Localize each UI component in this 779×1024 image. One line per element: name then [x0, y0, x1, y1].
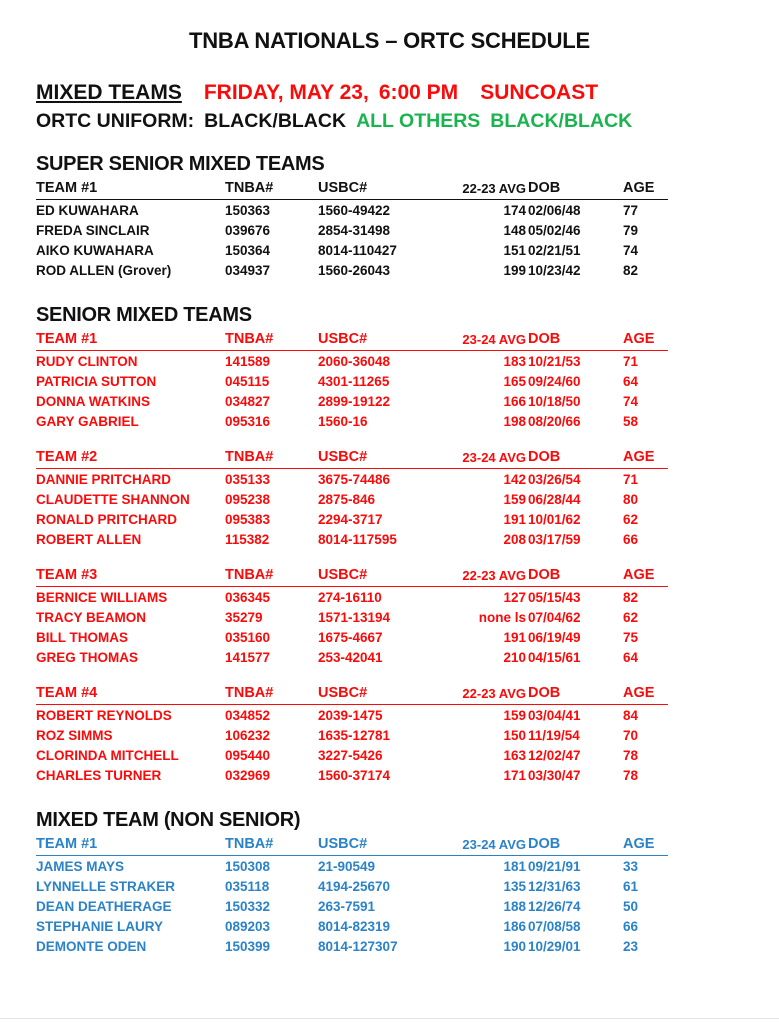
player-usbc: 1560-26043 — [318, 262, 391, 278]
dob-header: DOB — [528, 330, 623, 351]
all-others-label: ALL OTHERS — [356, 109, 481, 132]
avg-header: 22-23 AVG — [453, 684, 528, 705]
player-name: TRACY BEAMON — [36, 609, 147, 625]
player-dob: 09/24/60 — [528, 373, 581, 389]
player-age: 23 — [623, 938, 639, 954]
section-mixed-team-non-senior — [36, 809, 779, 956]
player-name: ROZ SIMMS — [36, 727, 113, 743]
dob-header: DOB — [528, 835, 623, 856]
event-venue: SUNCOAST — [480, 81, 599, 105]
table-row — [36, 896, 668, 916]
player-name: LYNNELLE STRAKER — [36, 878, 176, 894]
tnba-header: TNBA# — [225, 566, 318, 587]
player-dob: 10/21/53 — [528, 353, 581, 369]
usbc-header: USBC# — [318, 330, 453, 351]
player-age: 64 — [623, 649, 639, 665]
roster-header-row — [36, 566, 668, 587]
tnba-header: TNBA# — [225, 835, 318, 856]
team-header: TEAM #1 — [36, 179, 225, 200]
player-avg: 171 — [503, 767, 526, 783]
roster-table — [36, 835, 668, 956]
player-avg: 151 — [503, 242, 526, 258]
usbc-header: USBC# — [318, 448, 453, 469]
dob-header: DOB — [528, 684, 623, 705]
player-age: 50 — [623, 898, 639, 914]
player-name: AIKO KUWAHARA — [36, 242, 154, 258]
tnba-header: TNBA# — [225, 684, 318, 705]
player-avg: 181 — [503, 858, 526, 874]
player-usbc: 2854-31498 — [318, 222, 391, 238]
table-row — [36, 529, 668, 549]
player-tnba: 115382 — [225, 531, 270, 547]
player-age: 82 — [623, 589, 639, 605]
player-dob: 05/15/43 — [528, 589, 581, 605]
team-spacer — [36, 667, 779, 681]
player-name: PATRICIA SUTTON — [36, 373, 157, 389]
player-age: 64 — [623, 373, 639, 389]
player-dob: 02/06/48 — [528, 202, 581, 218]
player-avg: 188 — [503, 898, 526, 914]
event-time: 6:00 PM — [378, 81, 459, 105]
player-dob: 06/28/44 — [528, 491, 581, 507]
player-name: STEPHANIE LAURY — [36, 918, 164, 934]
player-name: RONALD PRITCHARD — [36, 511, 177, 527]
player-tnba: 095440 — [225, 747, 271, 763]
table-row — [36, 586, 668, 607]
player-dob: 08/20/66 — [528, 413, 581, 429]
player-usbc: 1675-4667 — [318, 629, 383, 645]
table-row — [36, 350, 668, 371]
player-tnba: 150332 — [225, 898, 271, 914]
player-name: ROBERT REYNOLDS — [36, 707, 172, 723]
player-avg: 166 — [503, 393, 526, 409]
player-usbc: 1560-37174 — [318, 767, 391, 783]
player-age: 84 — [623, 707, 639, 723]
player-name: BERNICE WILLIAMS — [36, 589, 168, 605]
player-tnba: 150308 — [225, 858, 271, 874]
player-tnba: 150399 — [225, 938, 271, 954]
player-tnba: 095316 — [225, 413, 271, 429]
player-age: 71 — [623, 353, 639, 369]
roster-table — [36, 448, 668, 549]
team-header: TEAM #3 — [36, 566, 225, 587]
player-usbc: 4301-11265 — [318, 373, 390, 389]
player-name: GARY GABRIEL — [36, 413, 139, 429]
team-spacer — [36, 431, 779, 445]
player-age: 74 — [623, 242, 639, 258]
player-tnba: 150363 — [225, 202, 271, 218]
player-tnba: 106232 — [225, 727, 271, 743]
table-row — [36, 936, 668, 956]
player-avg: 183 — [503, 353, 526, 369]
player-usbc: 8014-82319 — [318, 918, 391, 934]
player-dob: 02/21/51 — [528, 242, 581, 258]
table-row — [36, 607, 668, 627]
player-dob: 04/15/61 — [528, 649, 581, 665]
section-title: MIXED TEAM (NON SENIOR) — [36, 808, 301, 831]
usbc-header: USBC# — [318, 835, 453, 856]
player-avg: 174 — [503, 202, 526, 218]
player-avg: 163 — [503, 747, 526, 763]
player-age: 71 — [623, 471, 639, 487]
player-usbc: 8014-117595 — [318, 531, 397, 547]
player-avg: 210 — [503, 649, 526, 665]
player-usbc: 2294-3717 — [318, 511, 383, 527]
player-age: 77 — [623, 202, 639, 218]
section-title: SENIOR MIXED TEAMS — [36, 303, 252, 326]
player-name: FREDA SINCLAIR — [36, 222, 150, 238]
roster-header-row — [36, 835, 668, 856]
player-age: 78 — [623, 747, 639, 763]
player-name: DANNIE PRITCHARD — [36, 471, 171, 487]
roster-header-row — [36, 330, 668, 351]
player-usbc: 1635-12781 — [318, 727, 391, 743]
player-tnba: 034937 — [225, 262, 271, 278]
page-title: TNBA NATIONALS – ORTC SCHEDULE — [188, 28, 590, 53]
player-avg: 150 — [503, 727, 526, 743]
team-header: TEAM #1 — [36, 835, 225, 856]
table-row — [36, 745, 668, 765]
player-age: 66 — [623, 918, 639, 934]
roster-table — [36, 330, 668, 431]
player-tnba: 035160 — [225, 629, 271, 645]
age-header: AGE — [623, 566, 668, 587]
player-usbc: 21-90549 — [318, 858, 376, 874]
player-tnba: 089203 — [225, 918, 271, 934]
player-name: GREG THOMAS — [36, 649, 139, 665]
tnba-header: TNBA# — [225, 448, 318, 469]
dob-header: DOB — [528, 566, 623, 587]
player-age: 82 — [623, 262, 639, 278]
player-avg: 191 — [503, 629, 526, 645]
avg-header: 22-23 AVG — [453, 566, 528, 587]
player-dob: 03/04/41 — [528, 707, 581, 723]
player-usbc: 3675-74486 — [318, 471, 391, 487]
player-avg: 165 — [503, 373, 526, 389]
player-name: ED KUWAHARA — [36, 202, 139, 218]
player-name: DEMONTE ODEN — [36, 938, 147, 954]
usbc-header: USBC# — [318, 566, 453, 587]
roster-header-row — [36, 448, 668, 469]
table-row — [36, 704, 668, 725]
player-tnba: 032969 — [225, 767, 271, 783]
usbc-header: USBC# — [318, 684, 453, 705]
age-header: AGE — [623, 835, 668, 856]
player-tnba: 141577 — [225, 649, 271, 665]
player-tnba: 095238 — [225, 491, 271, 507]
page-bottom-divider — [0, 1018, 779, 1019]
table-row — [36, 199, 668, 220]
player-age: 70 — [623, 727, 639, 743]
player-age: 61 — [623, 878, 639, 894]
player-name: DEAN DEATHERAGE — [36, 898, 172, 914]
player-dob: 12/02/47 — [528, 747, 581, 763]
player-avg: 199 — [503, 262, 526, 278]
player-usbc: 253-42041 — [318, 649, 383, 665]
player-age: 75 — [623, 629, 639, 645]
player-usbc: 1560-16 — [318, 413, 368, 429]
uniform-label: ORTC UNIFORM: — [36, 109, 195, 132]
table-row — [36, 411, 668, 431]
player-usbc: 8014-110427 — [318, 242, 397, 258]
table-row — [36, 765, 668, 785]
player-name: RUDY CLINTON — [36, 353, 138, 369]
player-name: CLAUDETTE SHANNON — [36, 491, 190, 507]
player-tnba: 034852 — [225, 707, 271, 723]
player-dob: 10/23/42 — [528, 262, 581, 278]
player-tnba: 045115 — [225, 373, 270, 389]
section-senior-mixed-teams — [36, 304, 779, 785]
roster-header-row — [36, 684, 668, 705]
sections-container — [0, 153, 779, 956]
player-usbc: 4194-25670 — [318, 878, 391, 894]
player-avg: 142 — [503, 471, 526, 487]
player-dob: 11/19/54 — [528, 727, 580, 743]
tnba-header: TNBA# — [225, 179, 318, 200]
player-age: 79 — [623, 222, 639, 238]
player-tnba: 036345 — [225, 589, 271, 605]
team-header: TEAM #1 — [36, 330, 225, 351]
player-usbc: 3227-5426 — [318, 747, 383, 763]
table-row — [36, 855, 668, 876]
table-row — [36, 468, 668, 489]
table-row — [36, 916, 668, 936]
player-dob: 10/29/01 — [528, 938, 581, 954]
player-name: JAMES MAYS — [36, 858, 125, 874]
event-meta-line-2 — [36, 110, 779, 133]
player-usbc: 2060-36048 — [318, 353, 391, 369]
table-row — [36, 725, 668, 745]
player-name: BILL THOMAS — [36, 629, 128, 645]
player-name: DONNA WATKINS — [36, 393, 150, 409]
team-header: TEAM #4 — [36, 684, 225, 705]
player-usbc: 2875-846 — [318, 491, 376, 507]
dob-header: DOB — [528, 448, 623, 469]
player-dob: 06/19/49 — [528, 629, 581, 645]
table-row — [36, 489, 668, 509]
player-tnba: 039676 — [225, 222, 271, 238]
player-age: 74 — [623, 393, 639, 409]
avg-header: 23-24 AVG — [453, 448, 528, 469]
event-meta — [36, 81, 779, 133]
player-dob: 10/18/50 — [528, 393, 581, 409]
usbc-header: USBC# — [318, 179, 453, 200]
player-usbc: 2039-1475 — [318, 707, 383, 723]
table-row — [36, 876, 668, 896]
player-tnba: 034827 — [225, 393, 271, 409]
avg-header: 23-24 AVG — [453, 835, 528, 856]
player-avg: 186 — [503, 918, 526, 934]
player-dob: 09/21/91 — [528, 858, 581, 874]
age-header: AGE — [623, 448, 668, 469]
tnba-header: TNBA# — [225, 330, 318, 351]
player-age: 58 — [623, 413, 639, 429]
player-dob: 07/04/62 — [528, 609, 581, 625]
roster-table — [36, 684, 668, 785]
avg-header: 22-23 AVG — [453, 179, 528, 200]
age-header: AGE — [623, 179, 668, 200]
player-usbc: 8014-127307 — [318, 938, 398, 954]
section-super-senior-mixed-teams — [36, 153, 779, 280]
roster-table — [36, 566, 668, 667]
player-avg: 190 — [503, 938, 526, 954]
player-dob: 12/31/63 — [528, 878, 581, 894]
player-name: ROD ALLEN (Grover) — [36, 262, 172, 278]
age-header: AGE — [623, 330, 668, 351]
table-row — [36, 371, 668, 391]
player-tnba: 035118 — [225, 878, 270, 894]
player-avg: 191 — [503, 511, 526, 527]
player-avg: 127 — [503, 589, 526, 605]
player-age: 62 — [623, 609, 639, 625]
table-row — [36, 647, 668, 667]
player-tnba: 141589 — [225, 353, 271, 369]
player-age: 62 — [623, 511, 639, 527]
roster-table — [36, 179, 668, 280]
player-usbc: 1571-13194 — [318, 609, 391, 625]
player-dob: 12/26/74 — [528, 898, 581, 914]
player-avg: none ls — [478, 609, 526, 625]
avg-header: 23-24 AVG — [453, 330, 528, 351]
table-row — [36, 260, 668, 280]
table-row — [36, 627, 668, 647]
player-usbc: 263-7591 — [318, 898, 376, 914]
division-label: MIXED TEAMS — [36, 81, 182, 105]
player-dob: 05/02/46 — [528, 222, 581, 238]
player-tnba: 35279 — [225, 609, 263, 625]
player-avg: 148 — [503, 222, 526, 238]
table-row — [36, 509, 668, 529]
player-dob: 07/08/58 — [528, 918, 581, 934]
team-spacer — [36, 549, 779, 563]
player-avg: 135 — [503, 878, 526, 894]
table-row — [36, 240, 668, 260]
player-age: 80 — [623, 491, 639, 507]
player-dob: 03/30/47 — [528, 767, 581, 783]
player-name: ROBERT ALLEN — [36, 531, 142, 547]
uniform-value: BLACK/BLACK — [204, 109, 347, 132]
player-avg: 159 — [503, 491, 526, 507]
event-meta-line-1 — [36, 81, 779, 106]
player-age: 66 — [623, 531, 639, 547]
player-usbc: 1560-49422 — [318, 202, 391, 218]
player-dob: 10/01/62 — [528, 511, 581, 527]
team-header: TEAM #2 — [36, 448, 225, 469]
player-name: CLORINDA MITCHELL — [36, 747, 179, 763]
age-header: AGE — [623, 684, 668, 705]
player-age: 78 — [623, 767, 639, 783]
player-avg: 208 — [503, 531, 526, 547]
player-dob: 03/17/59 — [528, 531, 581, 547]
player-name: CHARLES TURNER — [36, 767, 162, 783]
dob-header: DOB — [528, 179, 623, 200]
player-tnba: 150364 — [225, 242, 271, 258]
player-avg: 198 — [503, 413, 526, 429]
player-avg: 159 — [503, 707, 526, 723]
player-tnba: 035133 — [225, 471, 271, 487]
player-age: 33 — [623, 858, 639, 874]
table-row — [36, 220, 668, 240]
section-title: SUPER SENIOR MIXED TEAMS — [36, 152, 325, 175]
player-usbc: 2899-19122 — [318, 393, 391, 409]
table-row — [36, 391, 668, 411]
event-date: FRIDAY, MAY 23, — [203, 81, 369, 105]
player-usbc: 274-16110 — [318, 589, 382, 605]
all-others-value: BLACK/BLACK — [490, 109, 633, 132]
player-tnba: 095383 — [225, 511, 271, 527]
roster-header-row — [36, 179, 668, 200]
player-dob: 03/26/54 — [528, 471, 581, 487]
